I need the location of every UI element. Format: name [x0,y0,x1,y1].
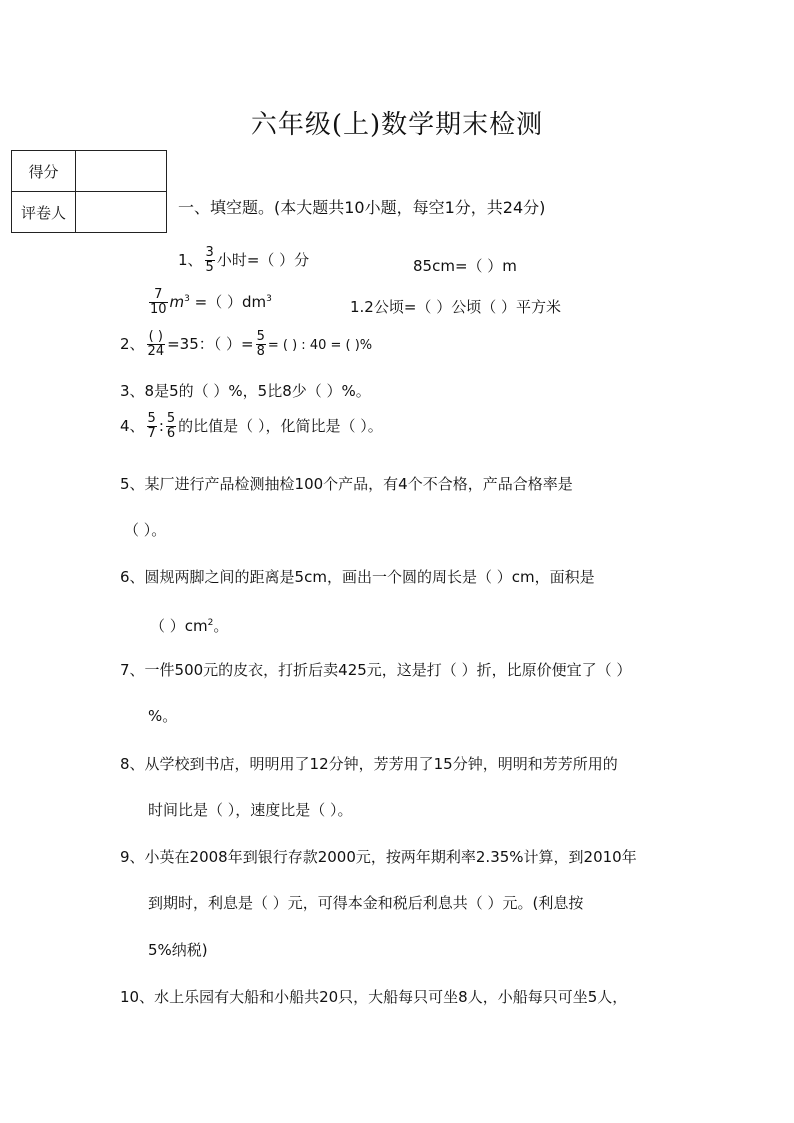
colon: : [158,417,164,435]
question-6-line2 [150,613,228,636]
score-cell[interactable] [76,151,167,192]
score-table [11,150,167,233]
q4-prefix: 4、 [120,417,145,435]
question-5-line2: （ ）。 [124,521,167,539]
unit: m [169,293,185,311]
denominator: 24 [147,344,165,359]
question-8-line1: 8、从学校到书店，明明用了12分钟，芳芳用了15分钟，明明和芳芳所用的 [120,755,618,773]
numerator: 5 [166,411,176,426]
q1c-text: =（ ）dm [189,293,267,311]
page-title: 六年级(上)数学期末检测 [250,110,544,140]
fraction [256,330,266,359]
q1a-text: 小时=（ ）分 [216,251,310,269]
question-1a [178,246,309,275]
numerator: 7 [149,288,168,303]
numerator: 3 [205,245,214,260]
numerator: 5 [256,329,265,344]
question-3: 3、8是5的（ ）%，5比8少（ ）%。 [120,382,371,400]
numerator: 5 [147,411,156,426]
denominator: 5 [205,260,214,275]
denominator: 8 [256,344,265,359]
q2-tail: = ( ) : 40 = ( )% [267,338,373,353]
denominator: 10 [150,302,167,317]
question-9-line3: 5%纳税) [148,941,208,959]
q2-mid: =35：（ ）= [167,335,254,353]
question-4 [120,412,383,441]
q2-prefix: 2、 [120,335,145,353]
fraction [166,412,176,441]
section-heading: 一、填空题。(本大题共10小题，每空1分，共24分) [178,198,546,217]
superscript: 3 [184,294,190,304]
q6-end: 。 [213,617,229,635]
q4-text: 的比值是（ ），化简比是（ ）。 [178,417,383,435]
fraction [147,330,166,359]
question-9-line1: 9、小英在2008年到银行存款2000元，按两年期利率2.35%计算，到2010年 [120,848,637,866]
denominator: 6 [166,426,176,441]
question-7-line2: %。 [148,707,178,725]
fraction [149,288,168,317]
fraction [147,412,157,441]
fraction [205,246,215,275]
question-6-line1: 6、圆规两脚之间的距离是5cm，画出一个圆的周长是（ ）cm，面积是 [120,568,595,586]
question-1d: 1.2公顷=（ ）公顷（ ）平方米 [350,298,561,316]
q6-text: （ ）cm [150,617,208,635]
question-10-line1: 10、水上乐园有大船和小船共20只，大船每只可坐8人，小船每只可坐5人， [120,988,628,1006]
question-5-line1: 5、某厂进行产品检测抽检100个产品，有4个不合格，产品合格率是 [120,475,573,493]
score-label: 得分 [12,151,76,192]
question-1b: 85cm=（ ）m [413,257,517,275]
q1-prefix: 1、 [178,251,203,269]
question-7-line1: 7、一件500元的皮衣，打折后卖425元，这是打（ ）折，比原价便宜了（ ） [120,661,632,679]
question-9-line2: 到期时，利息是（ ）元，可得本金和税后利息共（ ）元。(利息按 [148,894,584,912]
question-8-line2: 时间比是（ ），速度比是（ ）。 [148,801,353,819]
question-1c [147,288,272,317]
superscript: 2 [207,618,214,628]
superscript: 3 [266,294,272,304]
grader-label: 评卷人 [12,192,76,233]
question-2 [120,330,372,359]
denominator: 7 [147,426,156,441]
grader-cell[interactable] [76,192,167,233]
numerator: ( ) [147,330,166,345]
